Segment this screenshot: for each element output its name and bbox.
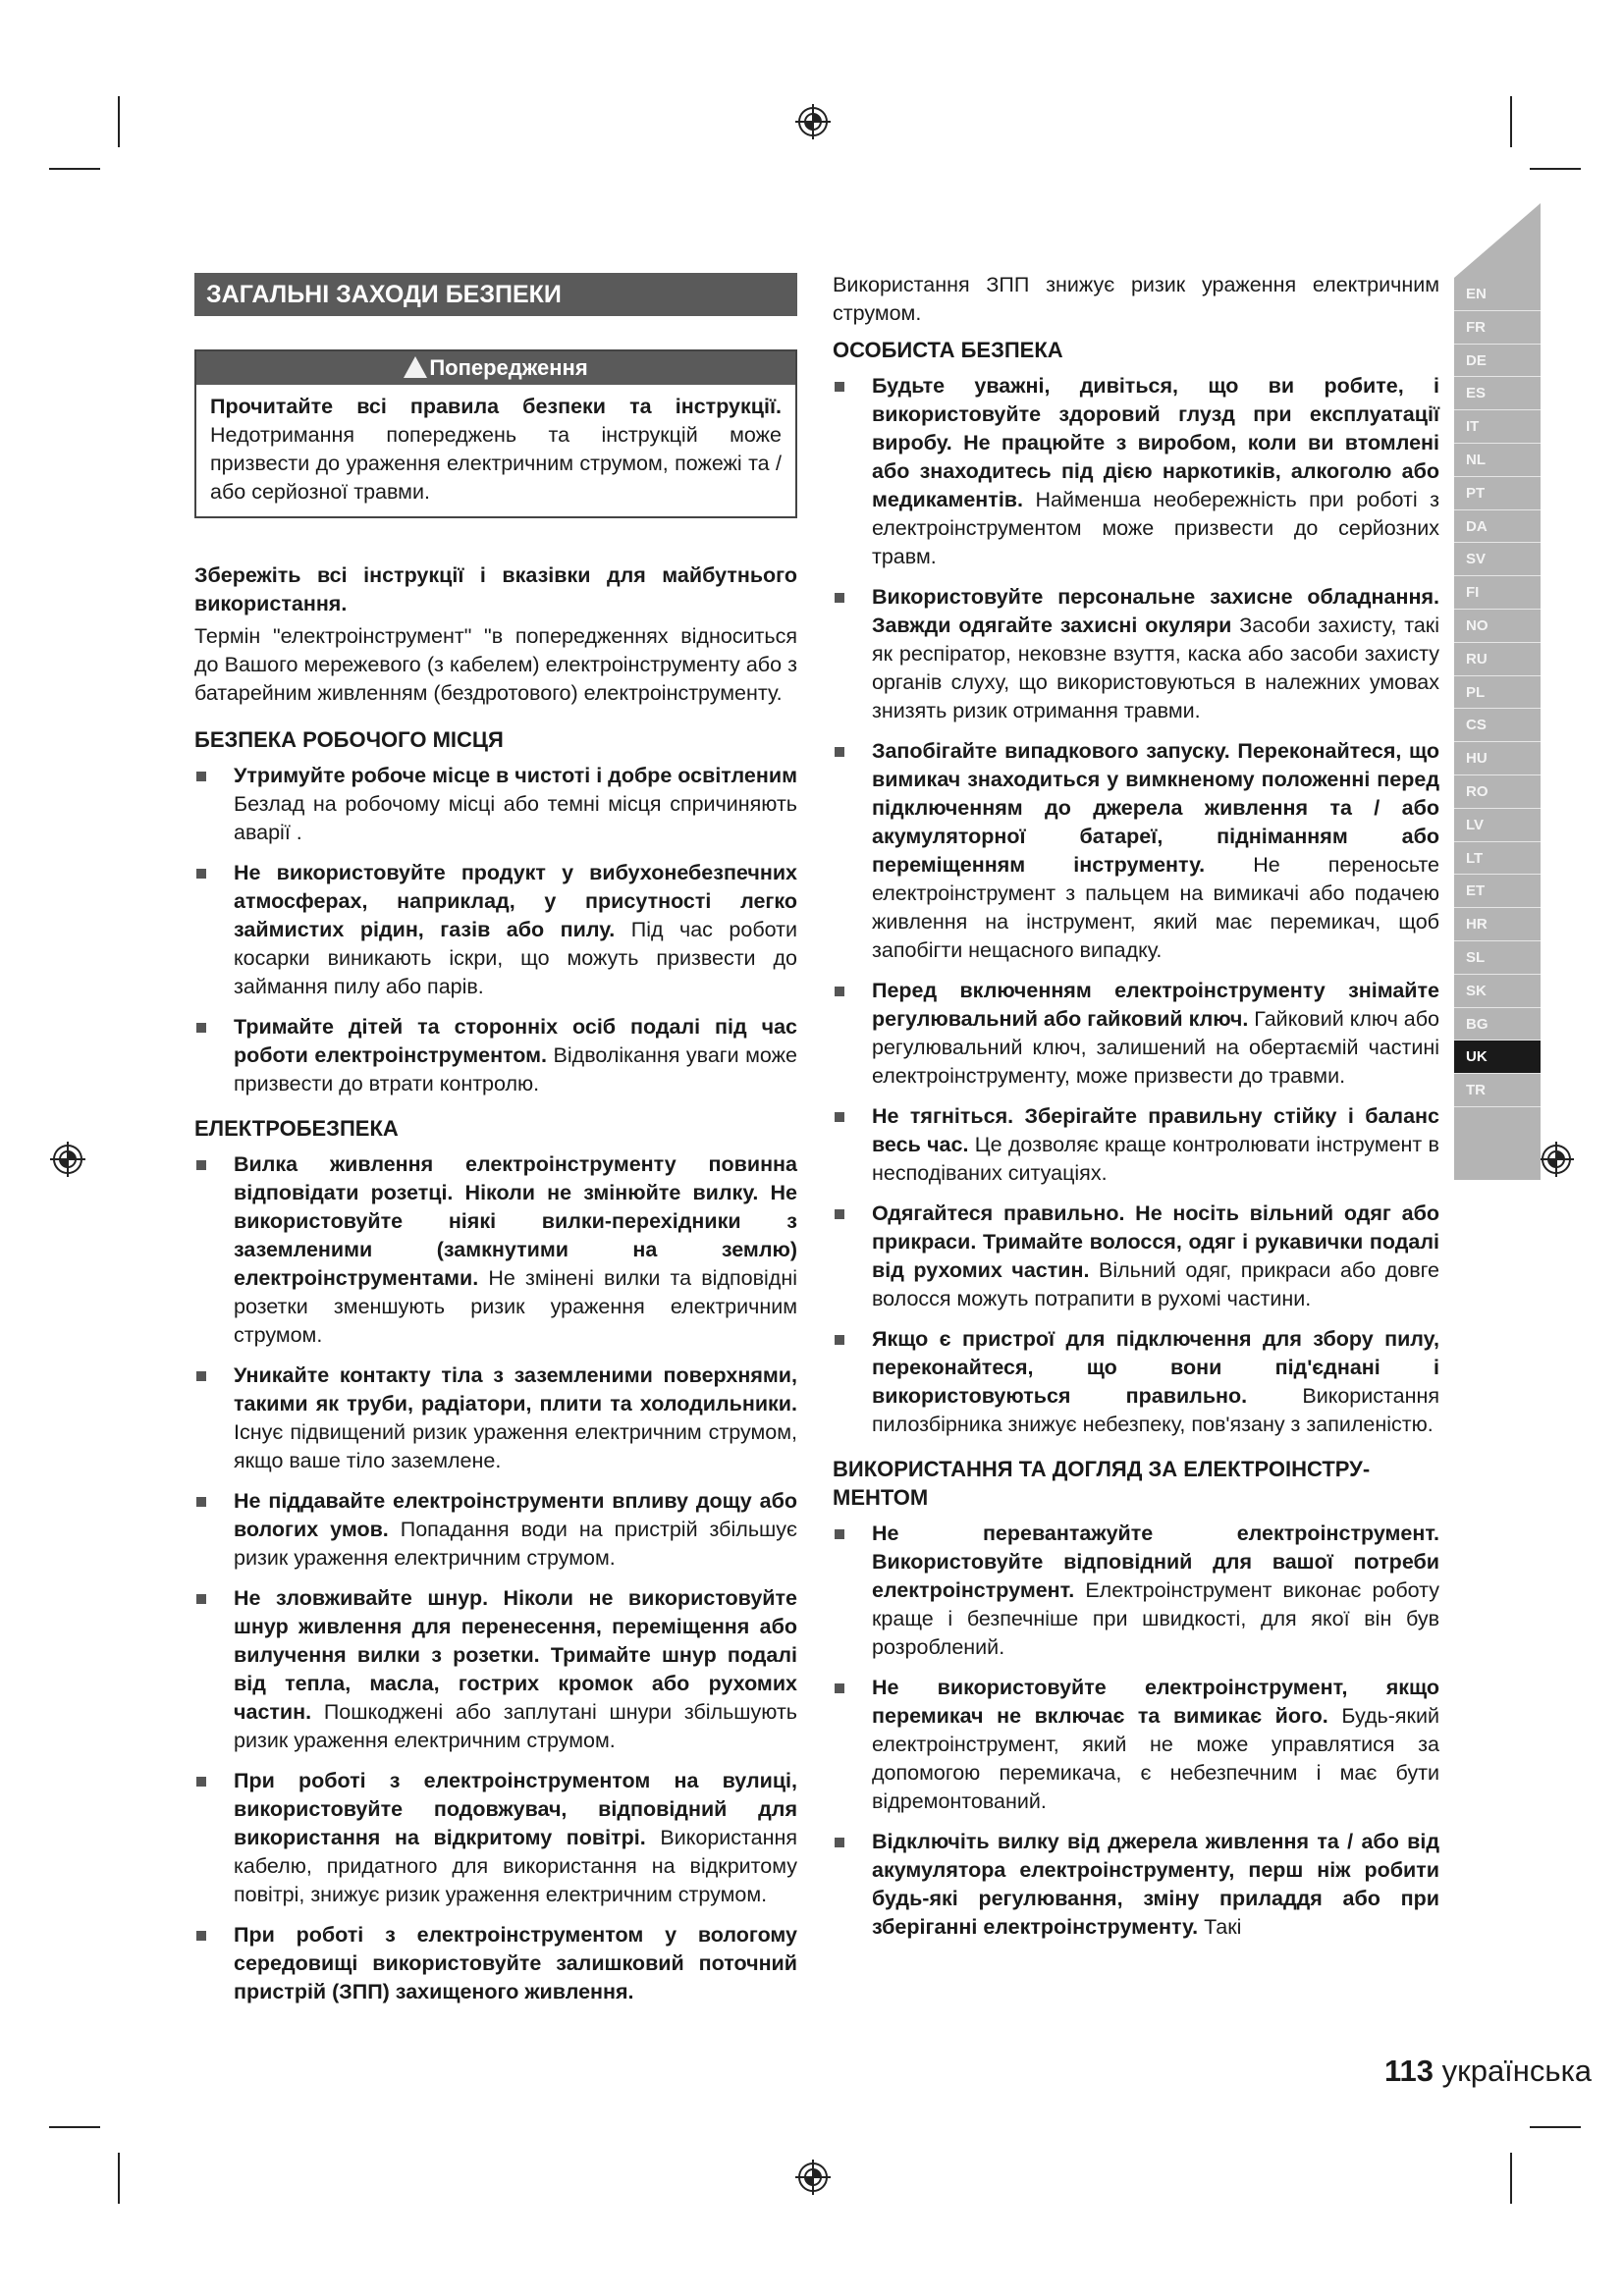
bullet-icon bbox=[196, 772, 206, 781]
electrical-heading: ЕЛЕКТРОБЕЗПЕКА bbox=[194, 1116, 399, 1141]
registration-mark-icon bbox=[793, 2158, 833, 2197]
language-tab-it: IT bbox=[1454, 410, 1541, 444]
page-language: українська bbox=[1441, 2054, 1593, 2088]
warning-text: Прочитайте всі правила безпеки та інструкції. Недотримання попереджень та інструкцій може призвести до ураження електричним струмом, пожежі та / або серйозної травми. bbox=[210, 395, 782, 504]
bullet-icon bbox=[835, 1335, 844, 1345]
bullet-icon bbox=[196, 1497, 206, 1507]
bullet-icon bbox=[196, 1594, 206, 1604]
list-item: Не перевантажуйте електроінструмент. Використовуйте відповідний для вашої потреби електроінструмент. Електроінструмент виконає роботу краще і безпечніше при швидкості, для якої він був розроблений. bbox=[833, 1520, 1439, 1662]
registration-mark-icon bbox=[48, 1140, 87, 1179]
language-tab-lt: LT bbox=[1454, 842, 1541, 876]
warning-title: Попередження bbox=[429, 355, 588, 380]
language-tab-pl: PL bbox=[1454, 676, 1541, 710]
language-tab-et: ET bbox=[1454, 875, 1541, 908]
page-number: 113 bbox=[1384, 2054, 1435, 2088]
section-title: ЗАГАЛЬНІ ЗАХОДИ БЕЗПЕКИ bbox=[194, 273, 797, 316]
bullet-icon bbox=[196, 869, 206, 879]
personal-list bbox=[833, 372, 1439, 1439]
bullet-icon bbox=[835, 1838, 844, 1847]
list-item: Використовуйте персональне захисне обладнання. Завжди одягайте захисні окуляри Засоби захисту, такі як респіратор, нековзне взуття, каска або засоби захисту органів слуху, що використовуються в належних умовах знизять ризик отримання травми. bbox=[833, 583, 1439, 725]
crop-mark bbox=[118, 2153, 120, 2204]
list-item: Одягайтеся правильно. Не носіть вільний одяг або прикраси. Тримайте волосся, одяг і рукавички подалі від рухомих частин. Вільний одяг, прикраси або довге волосся можуть потрапити в рухомі частини. bbox=[833, 1200, 1439, 1313]
bullet-icon bbox=[835, 987, 844, 996]
warning-header bbox=[196, 351, 795, 385]
language-tab-nl: NL bbox=[1454, 444, 1541, 477]
registration-mark-icon bbox=[793, 102, 833, 141]
language-tab-de: DE bbox=[1454, 345, 1541, 378]
list-item: Відключіть вилку від джерела живлення та / або від акумулятора електроінструменту, перш ніж робити будь-які регулювання, зміну приладдя або при зберіганні електроінструменту. Такі bbox=[833, 1828, 1439, 1942]
language-tab-ru: RU bbox=[1454, 643, 1541, 676]
use-care-heading: ВИКОРИСТАННЯ ТА ДОГЛЯД ЗА ЕЛЕКТРОІНСТРУ-МЕНТОМ bbox=[833, 1457, 1371, 1510]
crop-mark bbox=[49, 2126, 100, 2128]
language-tab-uk: UK bbox=[1454, 1041, 1541, 1074]
language-tab-bg: BG bbox=[1454, 1008, 1541, 1041]
list-item: Перед включенням електроінструменту знімайте регулювальний або гайковий ключ. Гайковий ключ або регулювальний ключ, залишений на обертаємій частині електроінструменту, може призвести до травми. bbox=[833, 977, 1439, 1091]
list-item: Не тягніться. Зберігайте правильну стійку і баланс весь час. Це дозволяє краще контролювати інструмент в несподіваних ситуаціях. bbox=[833, 1102, 1439, 1188]
language-tab-sl: SL bbox=[1454, 941, 1541, 975]
bullet-icon bbox=[196, 1931, 206, 1941]
page-footer bbox=[1384, 2054, 1592, 2089]
list-item: Не піддавайте електроінструменти впливу дощу або вологих умов. Попадання води на пристрій збільшує ризик ураження електричним струмом. bbox=[194, 1487, 797, 1573]
crop-mark bbox=[49, 168, 100, 170]
bullet-icon bbox=[835, 1209, 844, 1219]
language-tab-sv: SV bbox=[1454, 543, 1541, 576]
language-tab-fi: FI bbox=[1454, 576, 1541, 610]
list-item: Уникайте контакту тіла з заземленими поверхнями, такими як труби, радіатори, плити та холодильники. Існує підвищений ризик ураження електричним струмом, якщо ваше тіло заземлене. bbox=[194, 1362, 797, 1475]
language-tab-strip bbox=[1454, 203, 1541, 1180]
list-item: При роботі з електроінструментом у вологому середовищі використовуйте залишковий поточний пристрій (ЗПП) захищеного живлення. bbox=[194, 1921, 797, 2006]
language-tab-da: DA bbox=[1454, 510, 1541, 544]
bullet-icon bbox=[835, 1529, 844, 1539]
bullet-icon bbox=[835, 382, 844, 392]
work-area-list bbox=[194, 762, 797, 1098]
crop-mark bbox=[1530, 168, 1581, 170]
language-list bbox=[1454, 278, 1541, 1107]
list-item: Запобігайте випадкового запуску. Переконайтеся, що вимикач знаходиться у вимкненому положенні перед підключенням до джерела живлення та / або акумуляторної батареї, підніманням або переміщенням інструменту. Не переносьте електроінструмент з пальцем на вимикачі або подачею живлення на інструмент, який має перемикач, щоб запобігти нещасного випадку. bbox=[833, 737, 1439, 965]
bullet-icon bbox=[196, 1371, 206, 1381]
use-care-list bbox=[833, 1520, 1439, 1942]
bullet-icon bbox=[196, 1160, 206, 1170]
registration-mark-icon bbox=[1537, 1140, 1576, 1179]
language-tab-sk: SK bbox=[1454, 975, 1541, 1008]
language-tab-es: ES bbox=[1454, 377, 1541, 410]
crop-mark bbox=[1510, 96, 1512, 147]
bullet-icon bbox=[835, 593, 844, 603]
list-item: Не використовуйте електроінструмент, якщо перемикач не включає та вимикає його. Будь-який електроінструмент, який не може управлятися за допомогою перемикача, є небезпечним і має бути відремонтований. bbox=[833, 1674, 1439, 1816]
continuation-text: Використання ЗПП знижує ризик ураження електричним струмом. bbox=[833, 273, 1439, 325]
bullet-icon bbox=[196, 1023, 206, 1033]
list-item: Вилка живлення електроінструменту повинна відповідати розетці. Ніколи не змінюйте вилку. Не використовуйте ніякі вилки-перехідники з заземленими (замкнутими на землю) електроінструментами. Не змінені вилки та відповідні розетки зменшують ризик ураження електричним струмом. bbox=[194, 1150, 797, 1350]
language-tab-fr: FR bbox=[1454, 311, 1541, 345]
language-tab-ro: RO bbox=[1454, 775, 1541, 809]
language-tab-cs: CS bbox=[1454, 709, 1541, 742]
language-tab-tr: TR bbox=[1454, 1074, 1541, 1107]
warning-triangle-icon bbox=[404, 356, 427, 378]
language-tab-lv: LV bbox=[1454, 809, 1541, 842]
crop-mark bbox=[1530, 2126, 1581, 2128]
bullet-icon bbox=[835, 1112, 844, 1122]
crop-mark bbox=[118, 96, 120, 147]
language-tab-hu: HU bbox=[1454, 742, 1541, 775]
personal-heading: ОСОБИСТА БЕЗПЕКА bbox=[833, 338, 1063, 362]
language-tab-no: NO bbox=[1454, 610, 1541, 643]
language-tab-en: EN bbox=[1454, 278, 1541, 311]
left-column bbox=[194, 273, 797, 2018]
right-column bbox=[833, 271, 1439, 1953]
warning-box bbox=[194, 349, 797, 518]
crop-mark bbox=[1510, 2153, 1512, 2204]
language-tab-hr: HR bbox=[1454, 908, 1541, 941]
bullet-icon bbox=[835, 747, 844, 757]
list-item: При роботі з електроінструментом на вулиці, використовуйте подовжувач, відповідний для використання на відкритому повітрі. Використання кабелю, придатного для використання на відкритому повітрі, знижує ризик ураження електричним струмом. bbox=[194, 1767, 797, 1909]
work-area-heading: БЕЗПЕКА РОБОЧОГО МІСЦЯ bbox=[194, 727, 504, 752]
list-item: Якщо є пристрої для підключення для збору пилу, переконайтеся, що вони під'єднані і використовуються правильно. Використання пилозбірника знижує небезпеку, пов'язану з запиленістю. bbox=[833, 1325, 1439, 1439]
list-item: Не використовуйте продукт у вибухонебезпечних атмосферах, наприклад, у присутності легко займистих рідин, газів або пилу. Під час роботи косарки виникають іскри, що можуть призвести до займання пилу або парів. bbox=[194, 859, 797, 1001]
keep-instructions: Збережіть всі інструкції і вказівки для майбутнього використання. bbox=[194, 563, 797, 615]
term-definition: Термін "електроінструмент" "в попередженнях відноситься до Вашого мережевого (з кабелем) електроінструменту або з батарейним живленням (бездротового) електроінструменту. bbox=[194, 624, 797, 705]
list-item: Будьте уважні, дивіться, що ви робите, і використовуйте здоровий глузд при експлуатації виробу. Не працюйте з виробом, коли ви втомлені або знаходитесь під дією наркотиків, алкоголю або медикаментів. Найменша необережність при роботі з електроінструментом може призвести до серйозних травм. bbox=[833, 372, 1439, 571]
electrical-list bbox=[194, 1150, 797, 2006]
list-item: Утримуйте робоче місце в чистоті і добре освітленим Безлад на робочому місці або темні місця спричиняють аварії . bbox=[194, 762, 797, 847]
list-item: Тримайте дітей та сторонніх осіб подалі під час роботи електроінструментом. Відволікання уваги може призвести до втрати контролю. bbox=[194, 1013, 797, 1098]
bullet-icon bbox=[196, 1777, 206, 1787]
bullet-icon bbox=[835, 1683, 844, 1693]
list-item: Не зловживайте шнур. Ніколи не використовуйте шнур живлення для перенесення, переміщення або вилучення вилки з розетки. Тримайте шнур подалі від тепла, масла, гострих кромок або рухомих частин. Пошкоджені або заплутані шнури збільшують ризик ураження електричним струмом. bbox=[194, 1584, 797, 1755]
language-tab-pt: PT bbox=[1454, 477, 1541, 510]
